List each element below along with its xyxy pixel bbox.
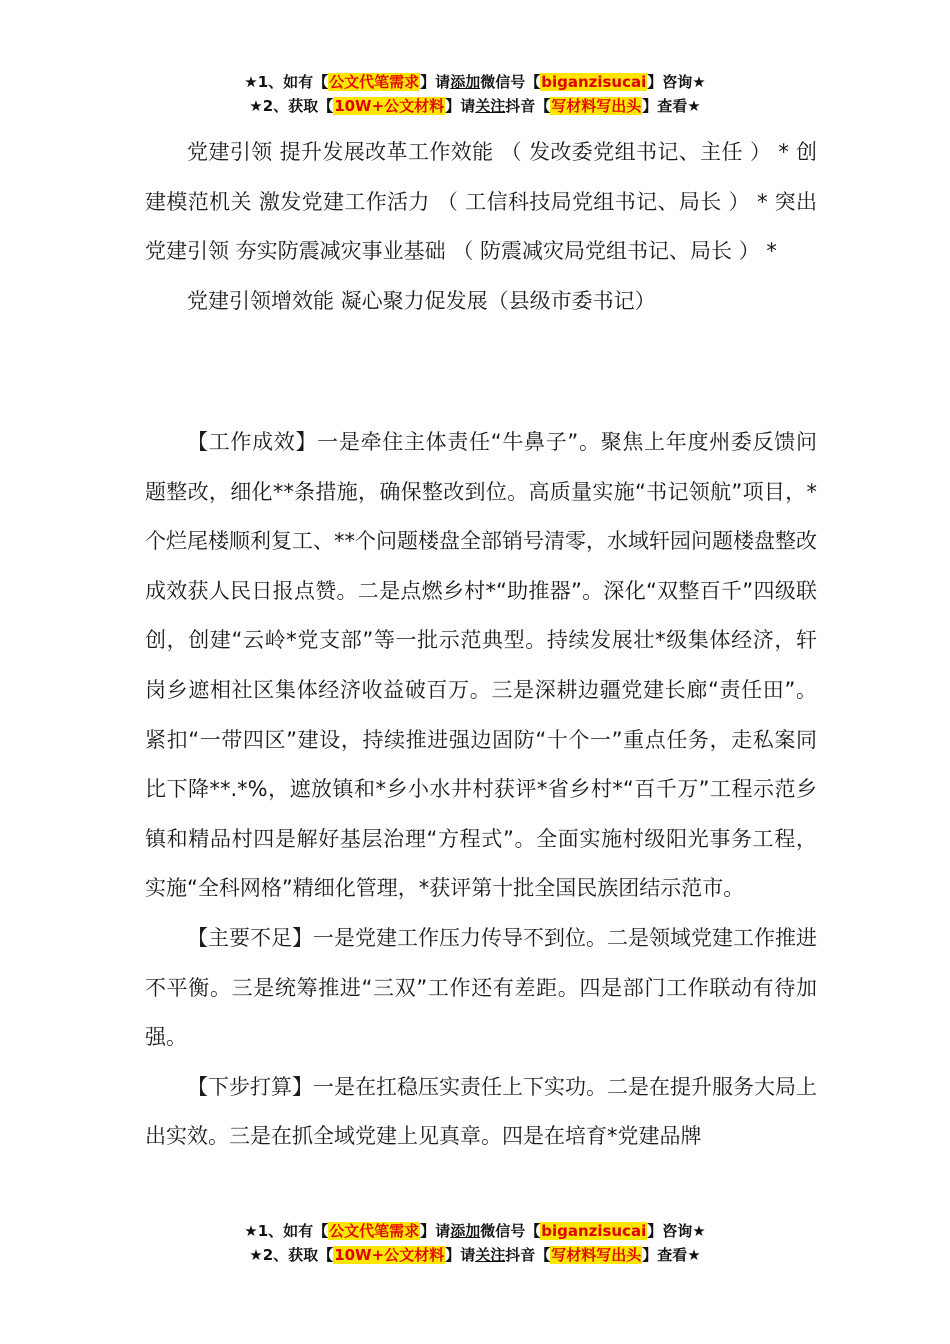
douyin-account-highlight: 写材料写出头 xyxy=(551,97,642,115)
article-body xyxy=(145,418,817,1162)
section-next-steps: 【下步打算】一是在扛稳压实责任上下实功。二是在提升服务大局上出实效。三是在抓全域党建上见真章。四是在培育*党建品牌 xyxy=(145,1074,817,1149)
article-titles xyxy=(145,128,817,326)
promo-highlight: 公文代笔需求 xyxy=(329,1222,420,1240)
promo-highlight: 10W+公文材料 xyxy=(334,1246,445,1264)
promo-highlight: 10W+公文材料 xyxy=(334,97,445,115)
section-shortcomings: 【主要不足】一是党建工作压力传导不到位。二是领域党建工作推进不平衡。三是统筹推进“三双”工作还有差距。四是部门工作联动有待加强。 xyxy=(145,925,817,1050)
section-achievements: 【工作成效】一是牵住主体责任“牛鼻子”。聚焦上年度州委反馈问题整改，细化**条措施，确保整改到位。高质量实施“书记领航”项目，*个烂尾楼顺利复工、**个问题楼盘全部销号清零，水域轩园问题楼盘整改成效获人民日报点赞。二是点燃乡村*“助推器”。深化“双整百千”四级联创，创建“云岭*党支部”等一批示范典型。持续发展壮*级集体经济，轩岗乡遮相社区集体经济收益破百万。三是深耕边疆党建长廊“责任田”。紧扣“一带四区”建设，持续推进强边固防“十个一”重点任务，走私案同比下降**.*%，遮放镇和*乡小水井村获评*省乡村*“百千万”工程示范乡镇和精品村四是解好基层治理“方程式”。全面实施村级阳光事务工程，实施“全科网格”精细化管理，*获评第十批全国民族团结示范市。 xyxy=(145,430,817,901)
footer-promo-banner xyxy=(0,1219,950,1267)
douyin-account-highlight: 写材料写出头 xyxy=(551,1246,642,1264)
wechat-id-highlight: biganzisucai xyxy=(541,1222,647,1240)
promo-line-1: ★1、如有【公文代笔需求】请添加微信号【biganzisucai】咨询★ xyxy=(244,1222,706,1240)
wechat-id-highlight: biganzisucai xyxy=(541,73,647,91)
promo-line-1: ★1、如有【公文代笔需求】请添加微信号【biganzisucai】咨询★ xyxy=(244,73,706,91)
title-list: 党建引领 提升发展改革工作效能 （ 发改委党组书记、主任 ） * 创建模范机关 激发党建工作活力 （ 工信科技局党组书记、局长 ） * 突出党建引领 夯实防震减灾事业基础 （ 防震减灾局党组书记、局长 ） * xyxy=(145,140,817,263)
promo-line-2: ★2、获取【10W+公文材料】请关注抖音【写材料写出头】查看★ xyxy=(249,1246,701,1264)
promo-line-2: ★2、获取【10W+公文材料】请关注抖音【写材料写出头】查看★ xyxy=(249,97,701,115)
header-promo-banner xyxy=(0,70,950,118)
promo-highlight: 公文代笔需求 xyxy=(329,73,420,91)
speech-title: 党建引领增效能 凝心聚力促发展（县级市委书记） xyxy=(187,288,656,313)
